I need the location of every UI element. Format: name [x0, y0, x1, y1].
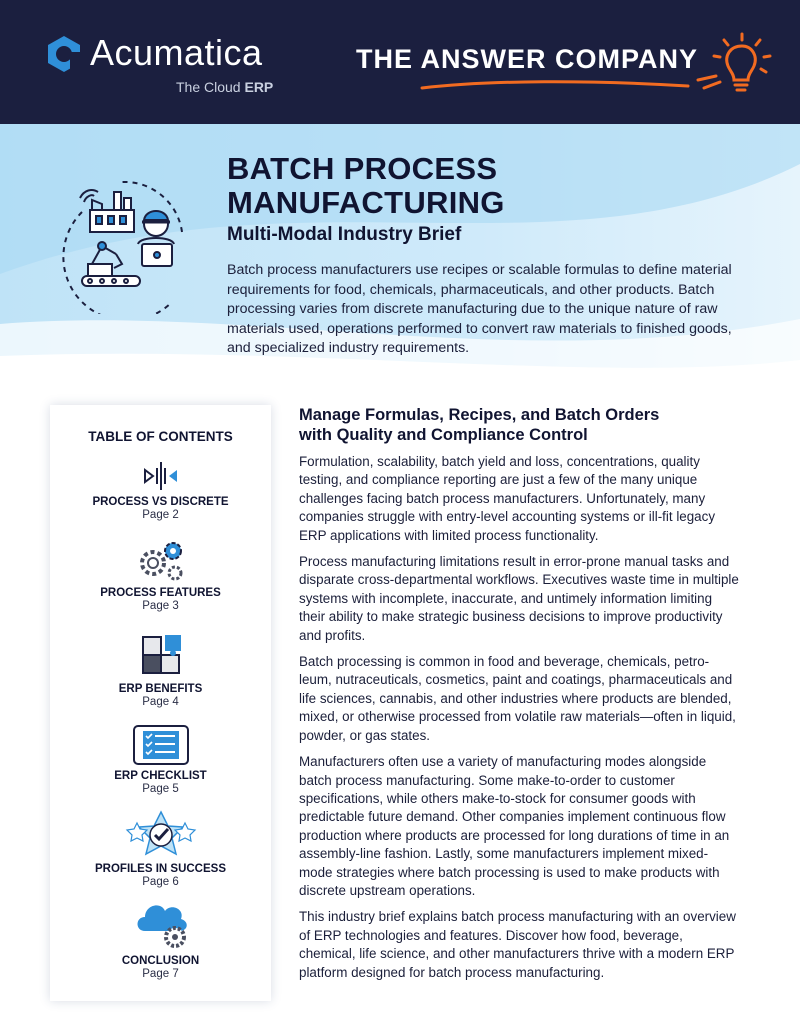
toc-item-profiles-in-success[interactable] — [50, 809, 271, 888]
article-heading — [299, 405, 739, 445]
toc-item-page: Page 3 — [142, 600, 179, 612]
toc-item-erp-benefits[interactable] — [50, 631, 271, 708]
toc-item-page: Page 6 — [142, 876, 179, 888]
article-paragraph: Manufacturers often use a variety of manufacturing modes alongside batch process manufacturing. Some make-to-order to customer specifications, while others make-to-stock for consumer goods with predictable future demand. Other companies implement continuous flow production where products are processed for long durations of time in an assembly-line fashion. Lastly, some manufacturers implement mixed-mode strategies where batch processing is used to make products with discrete upstream operations. — [299, 754, 730, 898]
toc-item-label: ERP BENEFITS — [118, 683, 203, 695]
toc-item-label: PROCESS VS DISCRETE — [92, 496, 229, 508]
brand-tagline-prefix: The Cloud — [176, 79, 245, 95]
compare-arrows-icon — [139, 460, 183, 492]
table-of-contents — [50, 405, 271, 1001]
toc-item-label: PROCESS FEATURES — [100, 587, 221, 599]
slogan-underline — [420, 78, 690, 94]
toc-item-page: Page 7 — [142, 968, 179, 980]
lightbulb-icon — [694, 30, 778, 102]
article — [299, 405, 739, 990]
title-line-2: MANUFACTURING — [227, 185, 505, 220]
toc-item-page: Page 2 — [142, 509, 179, 521]
factory-worker-icon — [62, 172, 192, 314]
page-subtitle: Multi-Modal Industry Brief — [227, 224, 462, 245]
article-paragraph: Batch processing is common in food and beverage, chemicals, petro-leum, nutraceuticals, cosmetics, paint and coatings, pharmaceuticals and life sciences, cannabis, and other industries where products are blended, mixed, or otherwise processed from volatile raw materials—often in liquid, powder, or gas states. — [299, 654, 736, 743]
toc-item-label: CONCLUSION — [121, 955, 200, 967]
header-bar — [0, 0, 800, 124]
toc-item-label: ERP CHECKLIST — [114, 770, 207, 782]
checklist-tablet-icon — [131, 724, 191, 766]
brand-tagline — [176, 79, 273, 95]
page-title — [227, 152, 505, 220]
brand-tagline-bold: ERP — [244, 79, 274, 95]
heading-line-2: with Quality and Compliance Control — [299, 426, 588, 444]
title-line-1: BATCH PROCESS — [227, 151, 498, 186]
toc-item-label: PROFILES IN SUCCESS — [95, 863, 226, 875]
article-paragraph: Formulation, scalability, batch yield and loss, concentrations, quality testing, and compliance reporting are just a few of the many unique challenges facing batch process manufacturers. Unfortunately, many companies struggle with entry-level accounting systems or ill-fit legacy ERP applications with limited process functionality. — [299, 454, 716, 543]
toc-item-page: Page 5 — [142, 783, 179, 795]
acumatica-logo-icon — [44, 34, 84, 74]
gears-icon — [133, 539, 189, 583]
puzzle-icon — [137, 631, 185, 679]
slogan: THE ANSWER COMPANY — [356, 44, 698, 74]
cloud-gear-icon — [131, 899, 191, 951]
brand-name: Acumatica — [90, 32, 263, 73]
toc-item-erp-checklist[interactable] — [50, 724, 271, 795]
article-paragraph: Process manufacturing limitations result in error-prone manual tasks and disparate cross-departmental workflows. Executives waste time in multiple systems with incomplete, inaccurate, and untimely information limiting their ability to make strategic business decisions to improve productivity and profits. — [299, 554, 739, 643]
toc-item-process-vs-discrete[interactable] — [50, 460, 271, 521]
toc-item-process-features[interactable] — [50, 539, 271, 612]
toc-item-conclusion[interactable] — [50, 899, 271, 980]
intro-paragraph: Batch process manufacturers use recipes or scalable formulas to define material requirements for food, chemicals, pharmaceuticals, and other products. Batch processing varies from discrete manufacturing due to the unique nature of raw materials used, operations performed to convert raw materials to finished goods, and specialized industry requirements. — [227, 262, 732, 356]
heading-line-1: Manage Formulas, Recipes, and Batch Orders — [299, 406, 660, 424]
toc-title: TABLE OF CONTENTS — [88, 429, 233, 444]
toc-item-page: Page 4 — [142, 696, 179, 708]
star-badge-icon — [125, 809, 197, 859]
article-paragraph: This industry brief explains batch process manufacturing with an overview of ERP technologies and features. Discover how food, beverage, chemical, life science, and other manufacturers thrive with a modern ERP platform designed for batch process manufacturing. — [299, 909, 736, 980]
